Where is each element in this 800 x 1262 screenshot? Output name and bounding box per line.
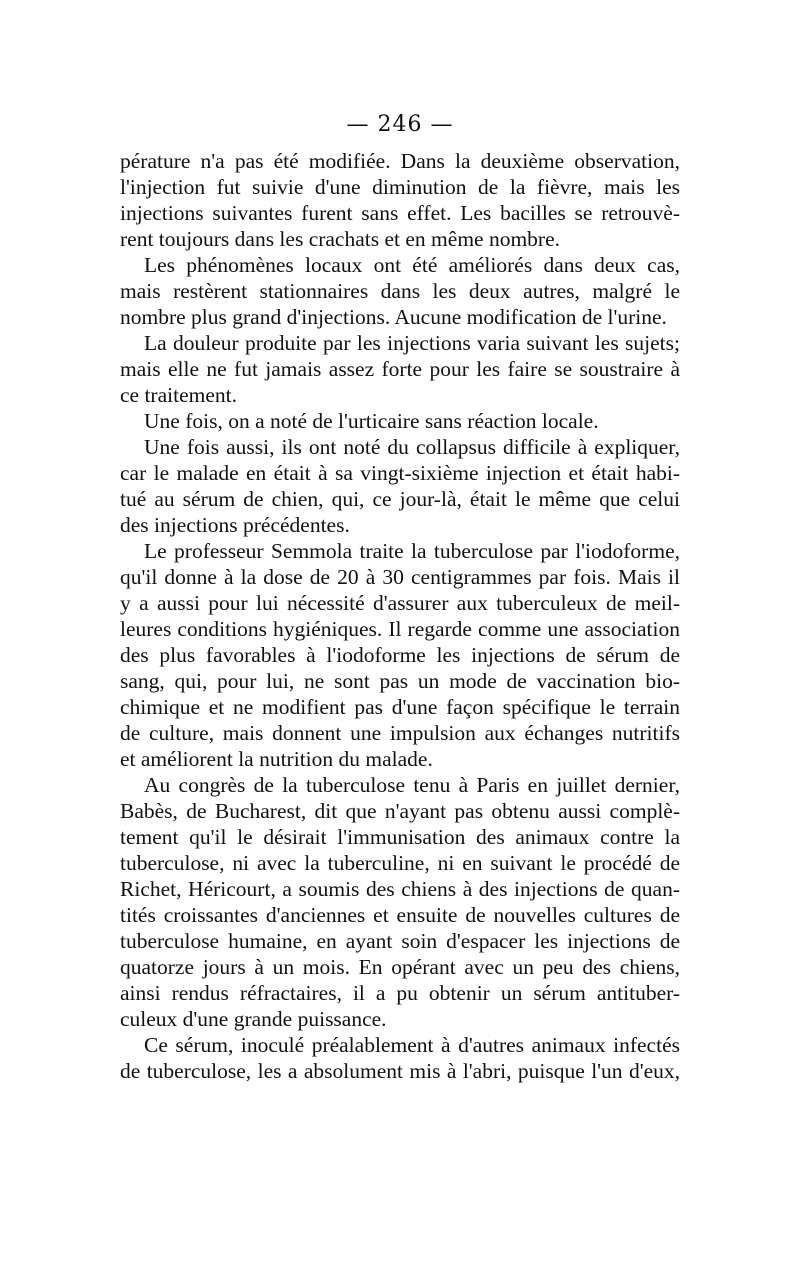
text-line: y a aussi pour lui nécessité d'assurer aux tuberculeux de meil-	[120, 591, 680, 615]
text-line: l'injection fut suivie d'une diminution de la fièvre, mais les	[120, 175, 680, 199]
text-line: tuberculose humaine, en ayant soin d'espacer les injections de	[120, 929, 680, 953]
text-line: ce traitement.	[120, 383, 237, 407]
text-line: des plus favorables à l'iodoforme les injections de sérum de	[120, 643, 680, 667]
paragraph	[120, 772, 680, 1032]
text-line: Au congrès de la tuberculose tenu à Paris en juillet dernier,	[144, 773, 680, 797]
text-line: Une fois, on a noté de l'urticaire sans réaction locale.	[144, 409, 599, 433]
text-line: des injections précédentes.	[120, 513, 350, 537]
text-line: de culture, mais donnent une impulsion aux échanges nutritifs	[120, 721, 680, 745]
text-line: qu'il donne à la dose de 20 à 30 centigrammes par fois. Mais il	[120, 565, 680, 589]
text-line: rent toujours dans les crachats et en même nombre.	[120, 227, 561, 251]
paragraph	[120, 408, 680, 434]
text-line: Babès, de Bucharest, dit que n'ayant pas obtenu aussi complè-	[120, 799, 680, 823]
text-line: tement qu'il le désirait l'immunisation des animaux contre la	[120, 825, 680, 849]
text-line: chimique et ne modifient pas d'une façon spécifique le terrain	[120, 695, 680, 719]
paragraph	[120, 148, 680, 252]
text-line: Ce sérum, inoculé préalablement à d'autres animaux infectés	[144, 1033, 680, 1057]
page-number: — 246 —	[346, 112, 454, 137]
text-line: Richet, Héricourt, a soumis des chiens à des injections de quan-	[120, 877, 680, 901]
paragraph	[120, 538, 680, 772]
text-line: et améliorent la nutrition du malade.	[120, 747, 433, 771]
text-line: Le professeur Semmola traite la tuberculose par l'iodoforme,	[144, 539, 680, 563]
text-line: nombre plus grand d'injections. Aucune modification de l'urine.	[120, 305, 667, 329]
paragraph	[120, 330, 680, 408]
text-line: mais elle ne fut jamais assez forte pour les faire se soustraire à	[120, 357, 680, 381]
text-line: sang, qui, pour lui, ne sont pas un mode de vaccination bio-	[120, 669, 680, 693]
text-line: Une fois aussi, ils ont noté du collapsus difficile à expliquer,	[144, 435, 680, 459]
text-line: quatorze jours à un mois. En opérant avec un peu des chiens,	[120, 955, 680, 979]
text-line: mais restèrent stationnaires dans les deux autres, malgré le	[120, 279, 680, 303]
text-line: ainsi rendus réfractaires, il a pu obtenir un sérum antituber-	[120, 981, 680, 1005]
text-line: tué au sérum de chien, qui, ce jour-là, était le même que celui	[120, 487, 680, 511]
body-text	[120, 148, 680, 1084]
text-line: Les phénomènes locaux ont été améliorés dans deux cas,	[144, 253, 680, 277]
text-line: car le malade en était à sa vingt-sixième injection et était habi-	[120, 461, 680, 485]
text-line: leures conditions hygiéniques. Il regarde comme une association	[120, 617, 680, 641]
text-line: culeux d'une grande puissance.	[120, 1007, 387, 1031]
text-line: pérature n'a pas été modifiée. Dans la deuxième observation,	[120, 149, 680, 173]
text-line: La douleur produite par les injections varia suivant les sujets;	[144, 331, 680, 355]
text-line: tuberculose, ni avec la tuberculine, ni en suivant le procédé de	[120, 851, 680, 875]
text-line: injections suivantes furent sans effet. Les bacilles se retrouvè-	[120, 201, 680, 225]
text-line: tités croissantes d'anciennes et ensuite de nouvelles cultures de	[120, 903, 680, 927]
paragraph	[120, 1032, 680, 1084]
paragraph	[120, 434, 680, 538]
text-line: de tuberculose, les a absolument mis à l'abri, puisque l'un d'eux,	[120, 1059, 680, 1083]
paragraph	[120, 252, 680, 330]
